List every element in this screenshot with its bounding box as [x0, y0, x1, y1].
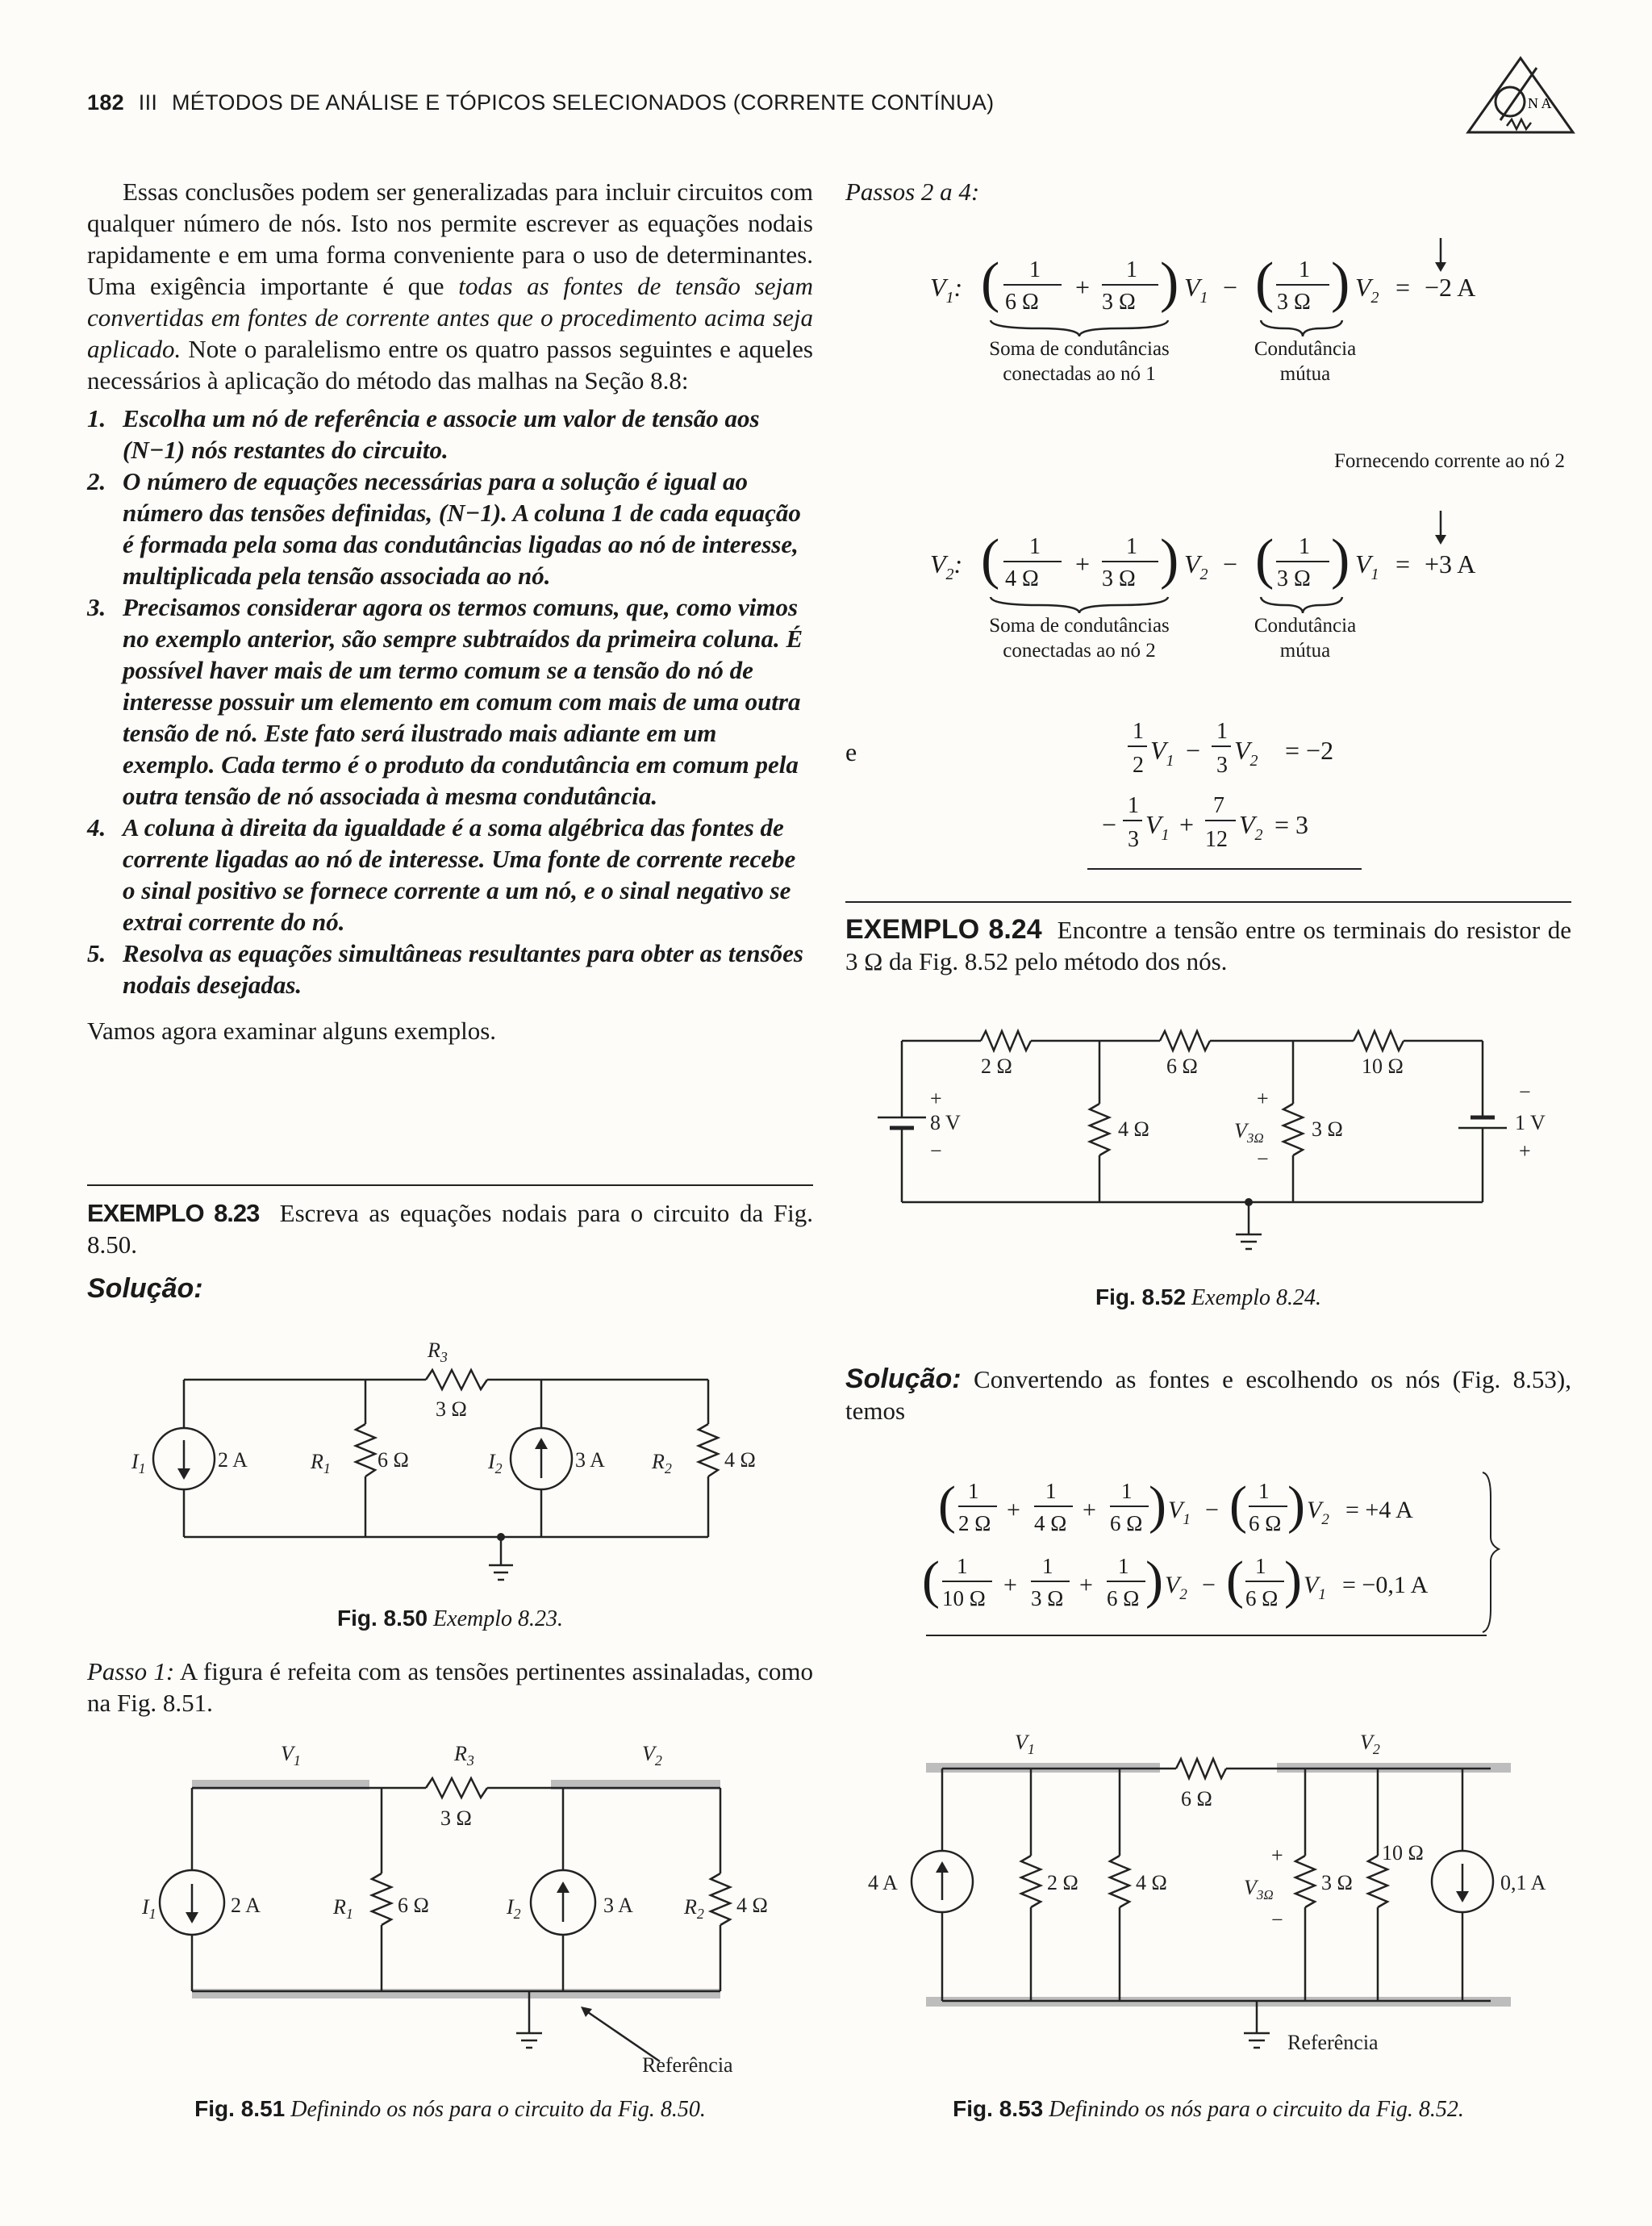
label-r3: $R_3$: [454, 1742, 474, 1769]
nodal-system-8-24: [845, 1464, 1571, 1650]
svg-text:−: −: [1205, 1497, 1219, 1523]
svg-text:1: 1: [1255, 1554, 1266, 1578]
svg-text:1: 1: [1045, 1479, 1057, 1503]
simplified-system: [845, 714, 1571, 883]
svg-text:2: 2: [1133, 753, 1144, 778]
value-3ohm: 3 Ω: [1321, 1871, 1353, 1894]
running-header: [87, 90, 994, 115]
svg-text:4 Ω: 4 Ω: [1034, 1511, 1067, 1535]
svg-text:1: 1: [957, 1554, 968, 1578]
svg-text:1: 1: [1126, 257, 1137, 282]
step-item: 5. Resolva as equações simultâneas resultantes para obter as tensões nodais desejadas.: [87, 939, 803, 999]
svg-text:V1: $V_1$: [1304, 1572, 1326, 1603]
minus-1v: −: [1519, 1080, 1531, 1104]
svg-text:+: +: [1007, 1497, 1020, 1523]
value-6ohm: 6 Ω: [1166, 1055, 1198, 1078]
label-v1: $V_1$: [281, 1742, 301, 1769]
svg-text:3: 3: [1128, 827, 1139, 852]
value-3ohm: 3 Ω: [436, 1397, 467, 1421]
svg-text:(: (: [938, 1476, 956, 1535]
minus-v3: −: [1271, 1908, 1283, 1932]
value-1v: 1 V: [1515, 1111, 1546, 1134]
svg-text:): ): [1160, 528, 1179, 591]
circuit-fig-8-51: [87, 1735, 813, 2090]
svg-text:V1: $V_1$: [1145, 810, 1170, 844]
value-4ohm: 4 Ω: [724, 1448, 756, 1472]
examples-intro: Vamos agora examinar alguns exemplos.: [87, 1017, 497, 1045]
svg-text:+: +: [1179, 810, 1195, 839]
brace-label-sum-node1: Soma de condutâncias conectadas ao nó 1: [989, 338, 1170, 385]
svg-text:): ): [1145, 1551, 1163, 1610]
svg-text:): ): [1284, 1551, 1302, 1610]
left-column: [87, 176, 813, 1046]
example-8-23: [87, 1184, 813, 1305]
label-v2: $V_2$: [642, 1742, 662, 1769]
svg-text:3 Ω: 3 Ω: [1031, 1586, 1064, 1610]
value-4ohm: 4 Ω: [1136, 1871, 1167, 1894]
svg-text:1: 1: [1042, 1554, 1053, 1578]
rhs-plus-4a: = +4 A: [1345, 1497, 1413, 1523]
svg-text:1: 1: [1029, 257, 1041, 282]
svg-text:10 Ω: 10 Ω: [942, 1586, 986, 1610]
label-v3ohm: $V_{3\Omega}$: [1244, 1876, 1274, 1902]
svg-text:V2: $V_2$: [1184, 549, 1208, 583]
svg-text:−: −: [1186, 736, 1201, 765]
reference-label: Referência: [642, 2053, 733, 2077]
step-item: 4. A coluna à direita da igualdade é a soma algébrica das fontes de corrente ligadas ao nó de interesse. Uma fonte de corrente recebe o sinal positivo se fornece corrente a um nó, e o sinal negativo se extrai corrente do nó.: [87, 813, 796, 936]
passo-1-paragraph: Passo 1: A figura é refeita com as tensões pertinentes assinaladas, como na Fig. 8.51.: [87, 1657, 814, 1717]
publisher-logo-icon: [1460, 52, 1581, 140]
value-6ohm: 6 Ω: [378, 1448, 409, 1472]
arrow-down-icon: [1435, 262, 1446, 272]
svg-text:1: 1: [1029, 534, 1041, 559]
svg-text:6 Ω: 6 Ω: [1005, 290, 1039, 315]
value-3a: 3 A: [603, 1894, 633, 1917]
plus-v3: +: [1271, 1844, 1283, 1867]
step-item: 3. Precisamos considerar agora os termos comuns, que, como vimos no exemplo anterior, são sempre subtraídos da primeira coluna. É possível haver mais de um termo comum se a tensão do nó de interesse possuir um elemento em comum com mais de uma outra tensão de nó. Este fato será ilustrado mais adiante em um exemplo. Cada termo é o produto da condutância em comum pela outra tensão de nó associada à mesma condutância.: [87, 593, 803, 810]
solution-8-24: Solução: Convertendo as fontes e escolhendo os nós (Fig. 8.53), temos: [845, 1364, 1571, 1425]
svg-text:+: +: [1075, 273, 1091, 302]
svg-text:3 Ω: 3 Ω: [1102, 566, 1136, 591]
value-6ohm: 6 Ω: [398, 1894, 429, 1917]
svg-text:1: 1: [1126, 534, 1137, 559]
svg-text:): ): [1160, 252, 1179, 314]
value-2a: 2 A: [218, 1448, 248, 1472]
example-rule: [845, 901, 1571, 903]
label-i2: $I_2$: [507, 1895, 521, 1922]
svg-text:(: (: [1255, 252, 1274, 314]
value-0-1a: 0,1 A: [1500, 1871, 1546, 1894]
svg-text:+: +: [1075, 549, 1091, 578]
svg-text:−: −: [1202, 1572, 1216, 1598]
label-r1: $R_1$: [311, 1450, 331, 1476]
svg-text:3 Ω: 3 Ω: [1102, 290, 1136, 315]
svg-text:V2: $V_2$: [1234, 736, 1258, 770]
circuit-fig-8-50: [87, 1331, 813, 1597]
label-i2: $I_2$: [488, 1450, 503, 1476]
svg-text:7: 7: [1213, 793, 1224, 818]
svg-text:(: (: [1255, 528, 1274, 591]
brace-label-sum-node2: Soma de condutâncias conectadas ao nó 2: [989, 615, 1170, 662]
svg-text:3 Ω: 3 Ω: [1277, 566, 1311, 591]
svg-text:−: −: [1223, 273, 1238, 302]
example-8-23-statement: EXEMPLO 8.23 Escreva as equações nodais para o circuito da Fig. 8.50.: [87, 1199, 813, 1259]
svg-text:3: 3: [1216, 753, 1228, 778]
svg-text:V2: $V_2$: [1307, 1497, 1329, 1528]
svg-text:6 Ω: 6 Ω: [1110, 1511, 1143, 1535]
svg-text:V1: $V_1$: [1184, 273, 1208, 307]
circuit-fig-8-52: [845, 1009, 1571, 1275]
rhs-minus-2a: −2 A: [1425, 273, 1476, 302]
svg-text:1: 1: [1133, 719, 1144, 744]
svg-text:(: (: [922, 1551, 940, 1610]
svg-text:12: 12: [1205, 827, 1228, 852]
e-connector: e: [845, 737, 857, 766]
minus-8v: −: [930, 1139, 942, 1163]
svg-text:= 3: = 3: [1274, 810, 1309, 839]
arrow-down-icon: [1435, 535, 1446, 545]
svg-text:): ): [1331, 252, 1350, 314]
svg-text:3 Ω: 3 Ω: [1277, 290, 1311, 315]
svg-text:V1:: $V_1$:: [930, 273, 963, 307]
circuit-fig-8-53: [845, 1727, 1571, 2082]
chapter-title: MÉTODOS DE ANÁLISE E TÓPICOS SELECIONADOS (CORRENTE CONTÍNUA): [171, 90, 995, 115]
label-i1: $I_1$: [142, 1895, 156, 1922]
svg-text:1: 1: [1258, 1479, 1270, 1503]
rhs-minus-0-1a: = −0,1 A: [1342, 1572, 1429, 1598]
value-3ohm: 3 Ω: [1312, 1117, 1343, 1141]
value-8v: 8 V: [930, 1111, 961, 1134]
value-4ohm: 4 Ω: [1118, 1117, 1149, 1141]
svg-text:1: 1: [1121, 1479, 1133, 1503]
label-i1: $I_1$: [131, 1450, 146, 1476]
rhs-plus-3a: +3 A: [1425, 549, 1476, 578]
svg-text:2 Ω: 2 Ω: [958, 1511, 991, 1535]
plus-v3: +: [1257, 1087, 1269, 1110]
example-rule: [87, 1184, 813, 1186]
plus-1v: +: [1519, 1139, 1531, 1163]
brace-label-mutual-1: Condutância mútua: [1254, 338, 1357, 385]
svg-text:4 Ω: 4 Ω: [1005, 566, 1039, 591]
svg-text:): ): [1287, 1476, 1305, 1535]
nodal-equation-v1: [845, 222, 1571, 407]
caption-fig-8-51: Fig. 8.51 Definindo os nós para o circuito da Fig. 8.50.: [194, 2096, 706, 2122]
svg-text:V2:: $V_2$:: [930, 549, 963, 583]
svg-text:=: =: [1395, 273, 1411, 302]
svg-text:): ): [1331, 528, 1350, 591]
svg-text:=: =: [1395, 549, 1411, 578]
svg-text:+: +: [1079, 1572, 1093, 1598]
svg-text:−: −: [1102, 810, 1117, 839]
svg-text:V1: $V_1$: [1168, 1497, 1191, 1528]
svg-text:(: (: [1229, 1476, 1247, 1535]
page-number: 182: [87, 90, 124, 115]
svg-text:6 Ω: 6 Ω: [1245, 1586, 1279, 1610]
intro-paragraph: Essas conclusões podem ser generalizadas para incluir circuitos com qualquer número de nós. Isto nos permite escrever as equações nodais rapidamente e em uma forma conveniente para o uso de determinantes. Uma exigência importante é que todas as fontes de tensão sejam convertidas em fontes de corrente antes que o procedimento acima seja aplicado. Note o paralelismo entre os quatro passos seguintes e aqueles necessários à aplicação do método das malhas na Seção 8.8:: [87, 177, 813, 395]
value-3ohm: 3 Ω: [440, 1806, 472, 1830]
svg-text:1: 1: [1118, 1554, 1129, 1578]
label-r3: $R_3$: [428, 1339, 448, 1365]
value-2ohm: 2 Ω: [981, 1055, 1012, 1078]
caption-fig-8-50: Fig. 8.50 Exemplo 8.23.: [336, 1606, 563, 1631]
brace-label-mutual-2: Condutância mútua: [1254, 615, 1357, 662]
caption-fig-8-52: Fig. 8.52 Exemplo 8.24.: [1095, 1284, 1321, 1310]
value-4a: 4 A: [868, 1871, 898, 1894]
value-6ohm: 6 Ω: [1181, 1787, 1212, 1810]
svg-text:1: 1: [1299, 257, 1310, 282]
svg-text:(: (: [1226, 1551, 1244, 1610]
example-8-24-statement: EXEMPLO 8.24 Encontre a tensão entre os terminais do resistor de 3 Ω da Fig. 8.52 pelo método dos nós.: [845, 914, 1572, 975]
value-10ohm: 10 Ω: [1362, 1055, 1404, 1078]
value-3a: 3 A: [575, 1448, 605, 1472]
value-2a: 2 A: [231, 1894, 261, 1917]
logo-letters: N A: [1528, 95, 1552, 111]
svg-text:−: −: [1223, 549, 1238, 578]
value-4ohm: 4 Ω: [736, 1894, 768, 1917]
section-number: III: [138, 90, 158, 115]
reference-label: Referência: [1287, 2031, 1379, 2054]
svg-text:V2: $V_2$: [1355, 273, 1379, 307]
svg-text:V2: $V_2$: [1165, 1572, 1187, 1603]
example-8-24: [845, 901, 1571, 977]
svg-text:+: +: [1003, 1572, 1017, 1598]
nodal-equation-v2: [845, 499, 1571, 684]
value-10ohm: 10 Ω: [1382, 1841, 1424, 1865]
svg-text:+: +: [1083, 1497, 1096, 1523]
svg-text:): ): [1149, 1476, 1166, 1535]
solution-heading: Solução:: [87, 1273, 203, 1304]
step-item: 1. Escolha um nó de referência e associe um valor de tensão aos (N−1) nós restantes do circuito.: [87, 404, 760, 464]
label-r2: $R_2$: [652, 1450, 672, 1476]
svg-text:(: (: [981, 252, 1000, 314]
svg-text:6 Ω: 6 Ω: [1107, 1586, 1140, 1610]
svg-text:1: 1: [1128, 793, 1139, 818]
step-item: 2. O número de equações necessárias para a solução é igual ao número das tensões definidas, (N−1). A coluna 1 de cada equação é formada pela soma das condutâncias ligadas ao nó de interesse, multiplicada pela tensão associada ao nó.: [87, 467, 801, 590]
fornecendo-corrente-note: Fornecendo corrente ao nó 2: [1334, 450, 1565, 472]
label-v1: $V_1$: [1015, 1731, 1035, 1757]
label-r1: $R_1$: [333, 1895, 353, 1922]
svg-text:1: 1: [1216, 719, 1228, 744]
minus-v3: −: [1257, 1147, 1269, 1171]
svg-text:V1: $V_1$: [1150, 736, 1174, 770]
passos-label: Passos 2 a 4:: [845, 177, 980, 206]
label-v2: $V_2$: [1360, 1731, 1380, 1757]
label-r2: $R_2$: [684, 1895, 704, 1922]
svg-text:1: 1: [1299, 534, 1310, 559]
caption-fig-8-53: Fig. 8.53 Definindo os nós para o circuito da Fig. 8.52.: [953, 2096, 1464, 2122]
label-v3ohm: $V_{3\Omega}$: [1234, 1119, 1264, 1146]
svg-text:V2: $V_2$: [1239, 810, 1263, 844]
plus-8v: +: [930, 1087, 942, 1110]
svg-text:1: 1: [968, 1479, 979, 1503]
svg-text:V1: $V_1$: [1355, 549, 1379, 583]
svg-text:= −2: = −2: [1285, 736, 1334, 765]
steps-list: [87, 403, 813, 1000]
svg-text:6 Ω: 6 Ω: [1249, 1511, 1282, 1535]
value-2ohm: 2 Ω: [1047, 1871, 1078, 1894]
svg-text:(: (: [981, 528, 1000, 591]
